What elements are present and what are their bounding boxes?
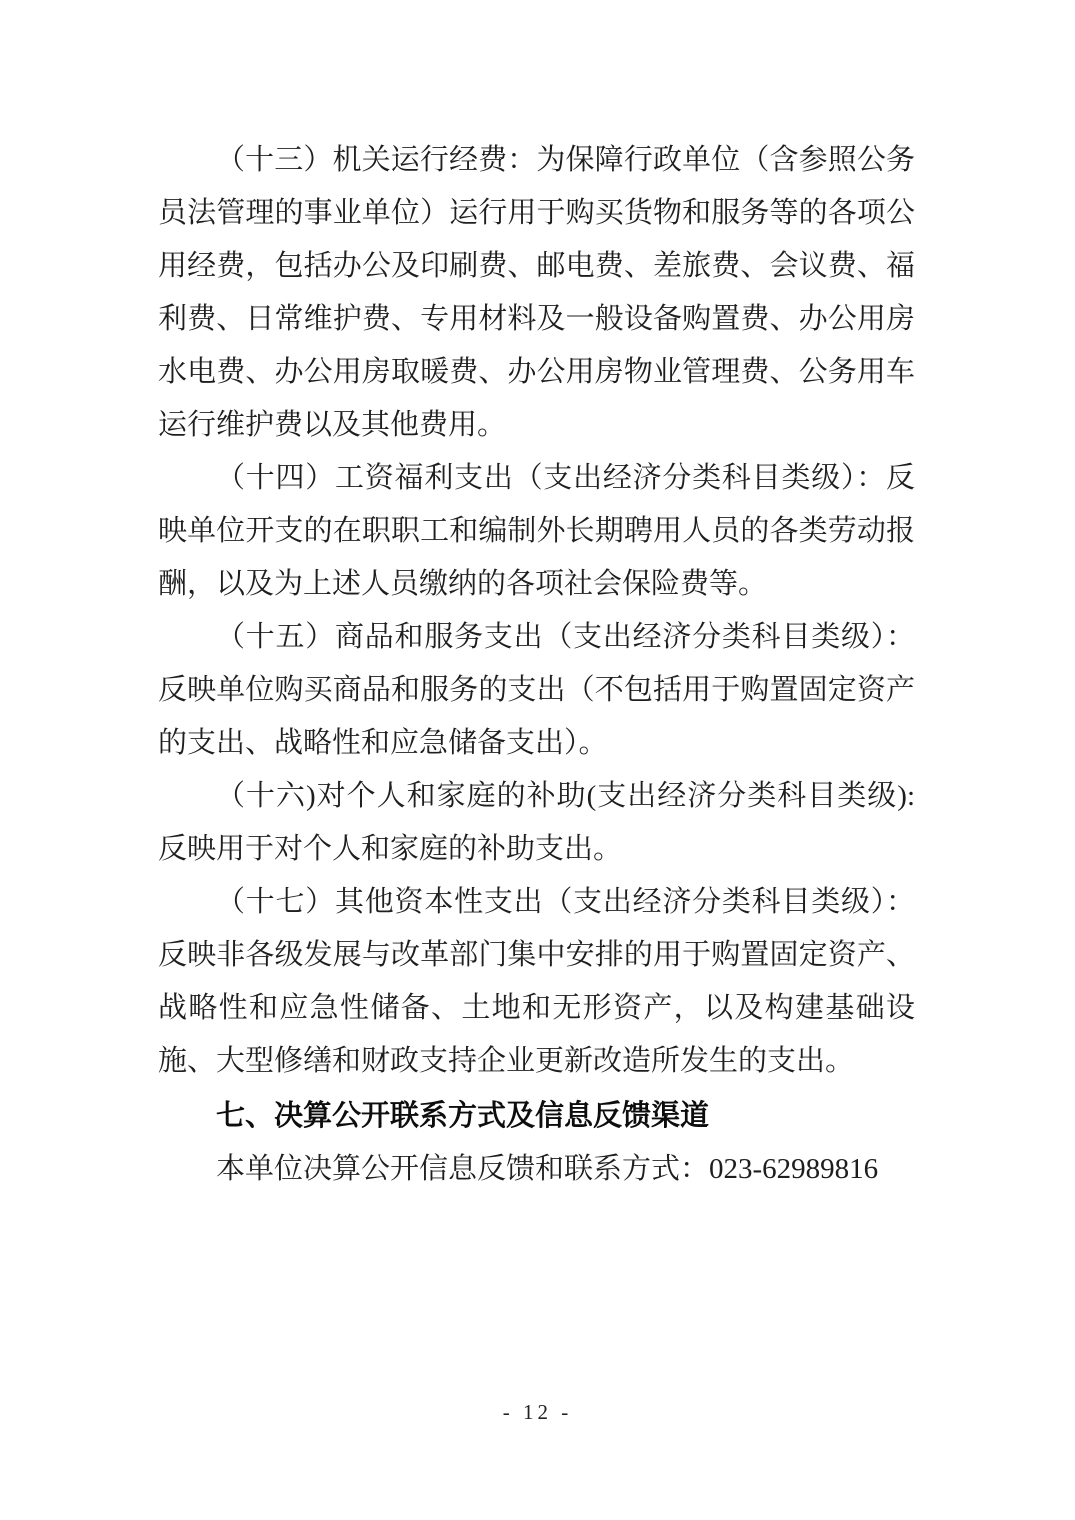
document-body: [158, 134, 915, 1196]
paragraph-16-subsidies-individuals-families: （十六)对个人和家庭的补助(支出经济分类科目类级):反映用于对个人和家庭的补助支出。: [158, 780, 915, 865]
paragraph-17-other-capital-expenditure: （十七）其他资本性支出（支出经济分类科目类级）：反映非各级发展与改革部门集中安排的用于购置固定资产、战略性和应急性储备、土地和无形资产，以及构建基础设施、大型修缮和财政支持企业更新改造所发生的支出。: [158, 886, 915, 1077]
page-number: - 12 -: [502, 1400, 573, 1424]
paragraph-13-org-operating-expenses: （十三）机关运行经费：为保障行政单位（含参照公务员法管理的事业单位）运行用于购买货物和服务等的各项公用经费，包括办公及印刷费、邮电费、差旅费、会议费、福利费、日常维护费、专用材料及一般设备购置费、办公用房水电费、办公用房取暖费、办公用房物业管理费、公务用车运行维护费以及其他费用。: [158, 144, 915, 441]
paragraph-14-salary-welfare-expenditure: （十四）工资福利支出（支出经济分类科目类级）：反映单位开支的在职职工和编制外长期聘用人员的各类劳动报酬，以及为上述人员缴纳的各项社会保险费等。: [158, 462, 915, 600]
contact-phone-line: 本单位决算公开信息反馈和联系方式：023-62989816: [216, 1153, 879, 1185]
section-heading-contact-feedback: 七、决算公开联系方式及信息反馈渠道: [216, 1100, 710, 1132]
paragraph-15-goods-services-expenditure: （十五）商品和服务支出（支出经济分类科目类级）：反映单位购买商品和服务的支出（不包括用于购置固定资产的支出、战略性和应急储备支出）。: [158, 621, 915, 759]
